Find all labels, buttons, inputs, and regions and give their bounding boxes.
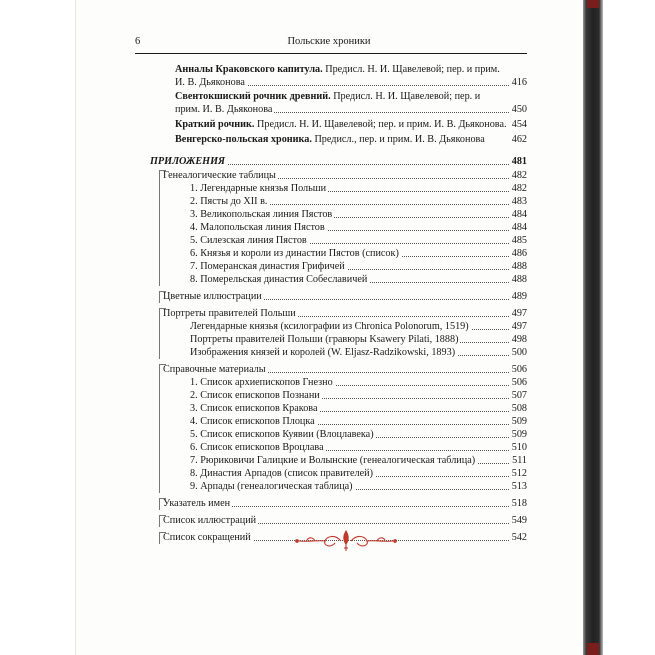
entry-credits: И. В. Дьяконова [175, 77, 245, 88]
entry-text [190, 222, 327, 233]
entry-text [175, 104, 274, 115]
entry-text [190, 442, 326, 453]
sub-entry [190, 333, 527, 346]
entry-page-number: 513 [511, 481, 527, 492]
entry-page-number: 500 [511, 347, 527, 358]
sub-entry-text: 5. Список епископов Куявии (Влоцлавека) [190, 429, 374, 440]
entry-credits: Предисл. Н. И. Щавелевой; пер. и прим. И. В. Дьяконова. [254, 119, 507, 130]
entry-text [190, 468, 375, 479]
section-title: Портреты правителей Польши [163, 308, 296, 319]
sub-entry-text: 1. Список архиепископов Гнезно [190, 377, 333, 388]
entry-page-number: 509 [511, 416, 527, 427]
entry-page-number: 482 [511, 170, 527, 181]
entry-text [163, 364, 268, 375]
entry-text [190, 416, 317, 427]
entry-page-number: 511 [512, 455, 527, 466]
sub-entry-text: 3. Список епископов Кракова [190, 403, 318, 414]
page-number: 6 [135, 36, 141, 47]
sub-entry-text: 2. Пясты до XII в. [190, 196, 268, 207]
toc-entry [175, 63, 527, 76]
sub-entry [190, 234, 527, 247]
sub-entry-text: 3. Великопольская линия Пястов [190, 209, 333, 220]
entry-text [190, 274, 369, 285]
appendix-heading [150, 155, 527, 168]
entry-text [175, 134, 487, 145]
entry-text [175, 77, 247, 88]
sub-entry [190, 221, 527, 234]
sub-entry-text: 2. Список епископов Познани [190, 390, 320, 401]
entry-text [190, 261, 347, 272]
sub-entry-text: 6. Список епископов Вроцлава [190, 442, 324, 453]
entry-text [190, 390, 322, 401]
entry-page-number: 497 [511, 308, 527, 319]
section-bracket [159, 170, 166, 286]
entry-page-number: 506 [511, 377, 527, 388]
toc-entry [175, 118, 527, 131]
section-entry [163, 363, 527, 376]
entry-page-number: 498 [511, 334, 527, 345]
entry-text [163, 170, 278, 181]
entry-page-number: 462 [511, 134, 527, 145]
toc-entry [175, 90, 527, 103]
sub-entry [190, 320, 527, 333]
entry-page-number: 497 [511, 321, 527, 332]
entry-page-number: 509 [511, 429, 527, 440]
entry-text [163, 532, 253, 543]
book-page [75, 0, 583, 655]
entry-text [190, 248, 401, 259]
sub-entry-text: Легендарные князья (ксилографии из Chronica Polonorum, 1519) [190, 321, 469, 332]
sub-entry-text: 7. Померанская династия Грифичей [190, 261, 345, 272]
entry-page-number: 485 [511, 235, 527, 246]
sub-entry [190, 260, 527, 273]
section-bracket [159, 291, 166, 303]
sub-entry [190, 454, 527, 467]
sub-entry [190, 480, 527, 493]
toc-entry-continued [175, 103, 527, 116]
entry-page-number: 450 [511, 104, 527, 115]
sub-entry-text: 7. Рюриковичи Галицкие и Волынские (генеалогическая таблица) [190, 455, 476, 466]
entry-text [190, 183, 328, 194]
sub-entry [190, 441, 527, 454]
entry-text [190, 347, 457, 358]
header-rule [135, 53, 527, 54]
entry-text [190, 377, 335, 388]
sub-entry-text: 4. Список епископов Плоцка [190, 416, 315, 427]
floral-divider-icon [291, 528, 401, 554]
entry-text [190, 235, 309, 246]
section-bracket [159, 515, 166, 527]
entry-text [175, 119, 509, 130]
entry-page-number: 518 [511, 498, 527, 509]
entry-title: Краткий рочник. [175, 119, 255, 130]
entry-page-number: 488 [511, 274, 527, 285]
sub-entry-text: 8. Династия Арпадов (список правителей) [190, 468, 373, 479]
section-entry [163, 290, 527, 303]
entry-page-number: 484 [511, 222, 527, 233]
entry-page-number: 507 [511, 390, 527, 401]
sub-entry [190, 428, 527, 441]
section-entry [163, 514, 527, 527]
entry-text [190, 429, 376, 440]
entry-text [190, 209, 334, 220]
entry-text [163, 291, 264, 302]
entry-text [190, 481, 355, 492]
entry-page-number: 488 [511, 261, 527, 272]
entry-text [163, 515, 258, 526]
sub-entry-text: Портреты правителей Польши (гравюры Ksawery Pilati, 1888) [190, 334, 459, 345]
sub-entry-text: 1. Легендарные князья Польши [190, 183, 327, 194]
sub-entry [190, 467, 527, 480]
section-title: Цветные иллюстрации [163, 291, 262, 302]
sub-entry [190, 376, 527, 389]
entry-page-number: 454 [511, 119, 527, 130]
sub-entry [190, 247, 527, 260]
sub-entry-text: 8. Померельская династия Собеславичей [190, 274, 368, 285]
entry-page-number: 481 [511, 156, 527, 167]
bookmark-ribbon-top [587, 0, 599, 8]
sub-entry-text: 9. Арпады (генеалогическая таблица) [190, 481, 353, 492]
section-bracket [159, 498, 166, 510]
sub-entry-text: Изображения князей и королей (W. Eljasz-Radzikowski, 1893) [190, 347, 456, 358]
sub-entry [190, 195, 527, 208]
entry-page-number: 483 [511, 196, 527, 207]
entry-text [190, 321, 471, 332]
sub-entry [190, 182, 527, 195]
sub-entry [190, 208, 527, 221]
entry-credits: Предисл. Н. И. Щавелевой; пер. и [330, 91, 481, 102]
sub-entry [190, 273, 527, 286]
sub-entry-text: 5. Силезская линия Пястов [190, 235, 307, 246]
running-header [75, 30, 583, 52]
entry-title: Анналы Краковского капитула. [175, 64, 323, 75]
sub-entry [190, 415, 527, 428]
section-bracket [159, 308, 166, 359]
entry-page-number: 506 [511, 364, 527, 375]
entry-text [175, 91, 482, 102]
sub-entry [190, 346, 527, 359]
entry-text [163, 498, 232, 509]
toc-entry-continued [175, 76, 527, 89]
entry-title: Венгерско-польская хроника. [175, 134, 312, 145]
entry-page-number: 542 [511, 532, 527, 543]
section-title: Список иллюстраций [163, 515, 257, 526]
entry-text [190, 403, 320, 414]
entry-page-number: 489 [511, 291, 527, 302]
entry-page-number: 416 [511, 77, 527, 88]
sub-entry-text: 6. Князья и короли из династии Пястов (список) [190, 248, 399, 259]
sub-entry [190, 389, 527, 402]
entry-page-number: 482 [511, 183, 527, 194]
book-spine-edge [583, 0, 603, 655]
entry-text [190, 334, 460, 345]
section-entry [163, 169, 527, 182]
entry-page-number: 510 [511, 442, 527, 453]
bookmark-ribbon-bottom [587, 643, 599, 655]
entry-page-number: 512 [511, 468, 527, 479]
entry-text [175, 64, 502, 75]
section-entry [163, 307, 527, 320]
entry-text [190, 196, 269, 207]
section-entry [163, 497, 527, 510]
entry-page-number: 484 [511, 209, 527, 220]
section-bracket [159, 364, 166, 493]
appendix-title: ПРИЛОЖЕНИЯ [150, 156, 226, 167]
entry-title: Свентокшиский рочник древний. [175, 91, 331, 102]
toc-entry [175, 133, 527, 146]
entry-credits: Предисл., пер. и прим. И. В. Дьяконова [311, 134, 485, 145]
entry-text [163, 308, 298, 319]
section-title: Указатель имен [163, 498, 231, 509]
entry-page-number: 486 [511, 248, 527, 259]
entry-page-number: 508 [511, 403, 527, 414]
section-title: Справочные материалы [163, 364, 266, 375]
sub-entry-text: 4. Малопольская линия Пястов [190, 222, 325, 233]
section-title: Генеалогические таблицы [163, 170, 276, 181]
entry-credits: Предисл. Н. И. Щавелевой; пер. и прим. [322, 64, 500, 75]
entry-credits: прим. И. В. Дьяконова [175, 104, 273, 115]
sub-entry [190, 402, 527, 415]
section-bracket [159, 532, 166, 544]
section-title: Список сокращений [163, 532, 251, 543]
entry-text [190, 455, 477, 466]
entry-page-number: 549 [511, 515, 527, 526]
entry-text [150, 156, 227, 167]
running-title: Польские хроники [287, 36, 371, 47]
